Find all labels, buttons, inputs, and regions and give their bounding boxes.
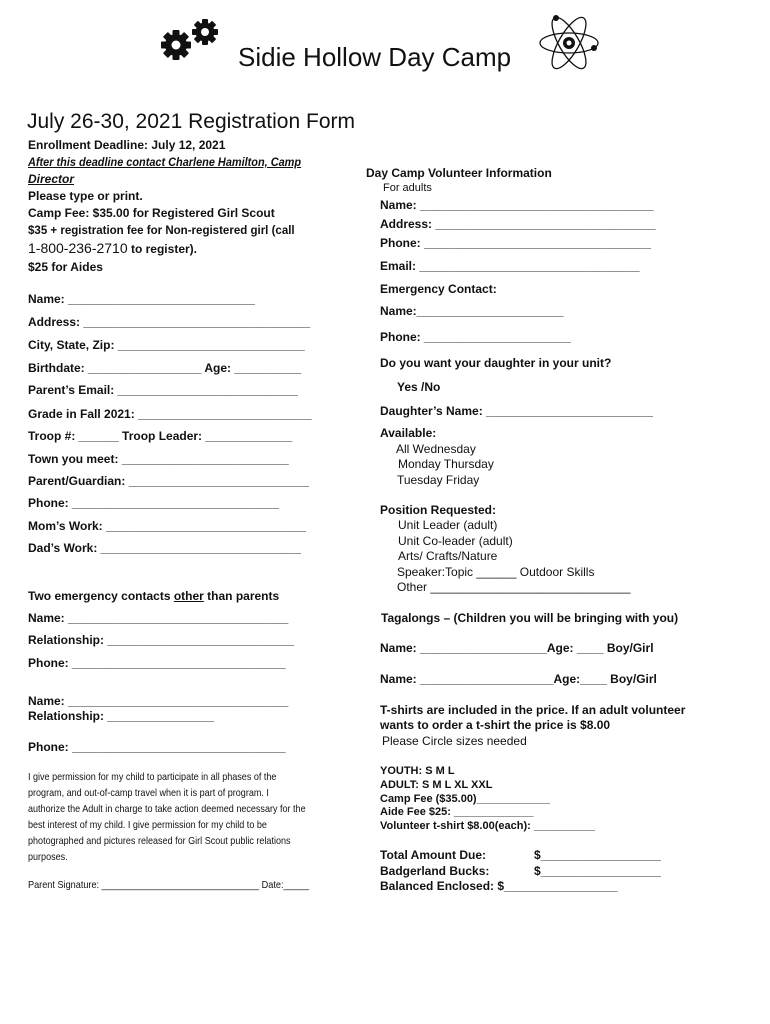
badgerland-bucks-field[interactable]: $__________________ xyxy=(534,864,661,878)
register-phone-line xyxy=(28,240,197,258)
camp-fee-note: Camp Fee: $35.00 for Registered Girl Scout xyxy=(28,206,275,220)
available-day-option[interactable]: Monday Thursday xyxy=(398,457,494,471)
position-option[interactable]: Other ______________________________ xyxy=(397,580,631,594)
for-adults-note: For adults xyxy=(383,182,432,194)
parent-signature-field[interactable]: Parent Signature: _______________________________ Date:_____ xyxy=(28,879,309,891)
ec1-phone-field[interactable]: Phone: ________________________________ xyxy=(28,656,286,670)
volunteer-name-field[interactable]: Name: ___________________________________ xyxy=(380,198,654,212)
form-subtitle: July 26-30, 2021 Registration Form xyxy=(27,110,355,133)
ec2-name-field[interactable]: Name: _________________________________ xyxy=(28,694,289,708)
aide-fee-line[interactable]: Aide Fee $25: _____________ xyxy=(380,806,534,818)
ec2-phone-field[interactable]: Phone: ________________________________ xyxy=(28,740,286,754)
address-field[interactable]: Address: __________________________________ xyxy=(28,315,311,329)
child-name-field[interactable]: Name: ____________________________ xyxy=(28,292,255,306)
volunteer-email-field[interactable]: Email: _________________________________ xyxy=(380,259,640,273)
volunteer-address-field[interactable]: Address: _________________________________ xyxy=(380,217,656,231)
registration-fee-note: $35 + registration fee for Non-registered girl (call xyxy=(28,223,295,237)
yes-no-option[interactable]: Yes /No xyxy=(397,380,441,394)
total-due-label: Total Amount Due: xyxy=(380,848,486,862)
ec2-relationship-field[interactable]: Relationship: ________________ xyxy=(28,709,215,723)
emergency-contacts-heading xyxy=(28,589,279,603)
please-type-note: Please type or print. xyxy=(28,189,143,203)
permission-line: authorize the Adult in charge to take action deemed necessary for the xyxy=(28,803,306,815)
tshirt-note-2: wants to order a t-shirt the price is $8.00 xyxy=(380,718,611,732)
adult-sizes[interactable]: ADULT: S M L XL XXL xyxy=(380,779,493,791)
register-phone-number: 1-800-236-2710 xyxy=(28,240,128,256)
daughter-name-field[interactable]: Daughter’s Name: _________________________ xyxy=(380,404,653,418)
permission-line: program, and out-of-camp travel when it is part of program. I xyxy=(28,787,269,799)
circle-sizes-note: Please Circle sizes needed xyxy=(382,734,527,748)
emergency-heading-post: than parents xyxy=(203,589,280,603)
tshirt-note: T-shirts are included in the price. If an adult volunteer xyxy=(380,703,686,717)
emergency-heading-other: other xyxy=(173,589,204,603)
tagalong-2-field[interactable]: Name: ____________________Age:____ Boy/Girl xyxy=(380,672,657,686)
emergency-contact-label: Emergency Contact: xyxy=(380,282,497,296)
available-day-option[interactable]: Tuesday Friday xyxy=(397,473,480,487)
aides-fee-note: $25 for Aides xyxy=(28,260,103,274)
parent-guardian-field[interactable]: Parent/Guardian: ___________________________ xyxy=(28,474,309,488)
permission-line: photographed and pictures released for Girl Scout public relations xyxy=(28,835,291,847)
permission-line: purposes. xyxy=(28,851,68,863)
position-option[interactable]: Unit Co-leader (adult) xyxy=(398,534,513,548)
dads-work-field[interactable]: Dad’s Work: ______________________________ xyxy=(28,541,301,555)
after-deadline-note: After this deadline contact Charlene Hamilton, Camp xyxy=(28,155,302,169)
available-day-option[interactable]: All Wednesday xyxy=(396,442,476,456)
moms-work-field[interactable]: Mom’s Work: ______________________________ xyxy=(28,519,307,533)
after-deadline-note-2: Director xyxy=(28,172,75,186)
enrollment-deadline: Enrollment Deadline: July 12, 2021 xyxy=(28,138,226,152)
position-option[interactable]: Arts/ Crafts/Nature xyxy=(398,549,498,563)
parent-email-field[interactable]: Parent’s Email: ___________________________ xyxy=(28,383,298,397)
birthdate-age-field[interactable]: Birthdate: _________________ Age: __________ xyxy=(28,361,302,375)
troop-field[interactable]: Troop #: ______ Troop Leader: _____________ xyxy=(28,429,293,443)
position-requested-label: Position Requested: xyxy=(380,503,497,517)
balanced-enclosed-field[interactable]: Balanced Enclosed: $_________________ xyxy=(380,879,618,893)
ec1-relationship-field[interactable]: Relationship: ____________________________ xyxy=(28,633,295,647)
daughter-unit-question: Do you want your daughter in your unit? xyxy=(380,356,612,370)
atom-icon xyxy=(536,8,602,78)
grade-field[interactable]: Grade in Fall 2021: __________________________ xyxy=(28,407,312,421)
total-due-field[interactable]: $__________________ xyxy=(534,848,661,862)
volunteer-heading: Day Camp Volunteer Information xyxy=(366,166,552,180)
town-field[interactable]: Town you meet: _________________________ xyxy=(28,452,289,466)
tagalong-1-field[interactable]: Name: ___________________Age: ____ Boy/Girl xyxy=(380,641,654,655)
gears-icon xyxy=(158,14,228,66)
tagalongs-heading: Tagalongs – (Children you will be bringing with you) xyxy=(381,611,679,625)
available-label: Available: xyxy=(380,426,437,440)
youth-sizes[interactable]: YOUTH: S M L xyxy=(380,765,455,777)
volunteer-tshirt-line[interactable]: Volunteer t-shirt $8.00(each): __________ xyxy=(380,820,596,832)
phone-field[interactable]: Phone: _______________________________ xyxy=(28,496,279,510)
permission-line: I give permission for my child to participate in all phases of the xyxy=(28,771,277,783)
city-state-zip-field[interactable]: City, State, Zip: ____________________________ xyxy=(28,338,305,352)
camp-fee-line[interactable]: Camp Fee ($35.00)____________ xyxy=(380,793,551,805)
volunteer-ec-name-field[interactable]: Name:______________________ xyxy=(380,304,564,318)
to-register-text: to register). xyxy=(127,242,197,256)
badgerland-bucks-label: Badgerland Bucks: xyxy=(380,864,490,878)
permission-line: best interest of my child. I give permission for my child to be xyxy=(28,819,267,831)
page-title: Sidie Hollow Day Camp xyxy=(238,42,512,72)
emergency-heading-pre: Two emergency contacts xyxy=(28,589,174,603)
permission-statement xyxy=(28,769,351,865)
position-option[interactable]: Unit Leader (adult) xyxy=(398,518,498,532)
ec1-name-field[interactable]: Name: _________________________________ xyxy=(28,611,289,625)
volunteer-ec-phone-field[interactable]: Phone: ______________________ xyxy=(380,330,571,344)
position-option[interactable]: Speaker:Topic ______ Outdoor Skills xyxy=(397,565,595,579)
volunteer-phone-field[interactable]: Phone: __________________________________ xyxy=(380,236,651,250)
